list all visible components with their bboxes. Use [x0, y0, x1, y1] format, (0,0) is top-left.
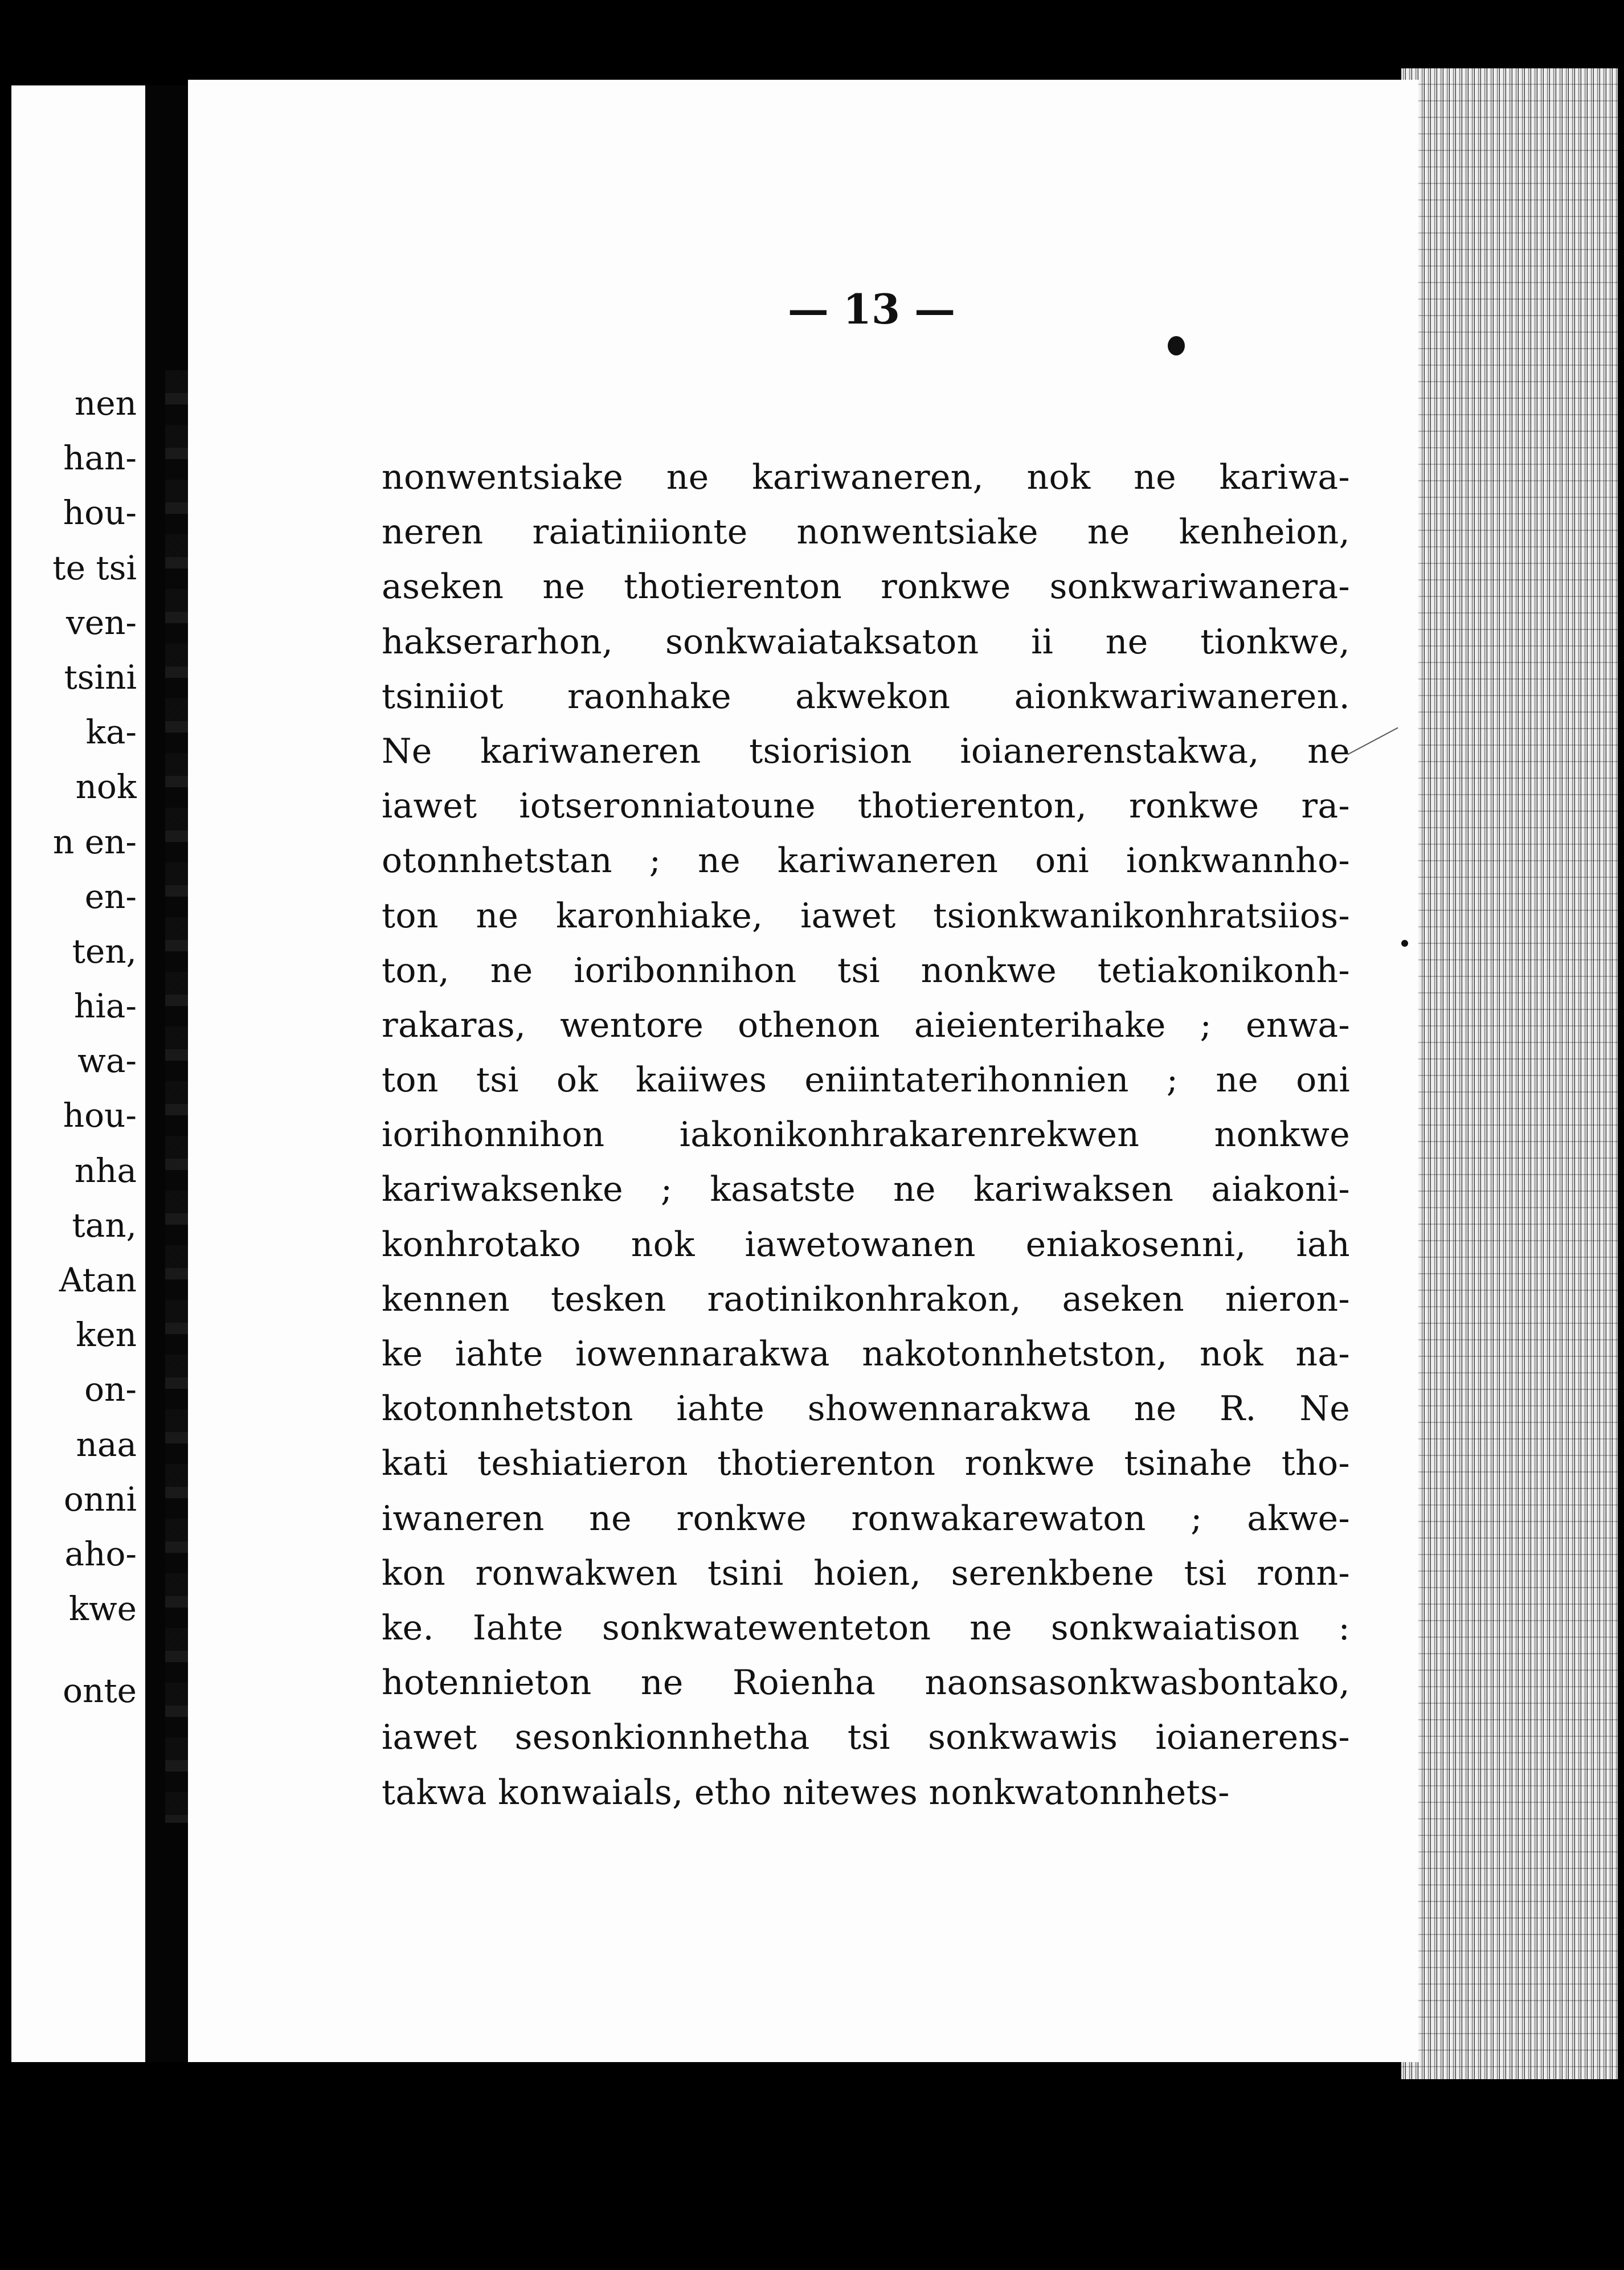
left-line-end: han- [63, 439, 137, 478]
text-line: hotennieton ne Roienha naonsasonkwasbontako, [382, 1663, 1350, 1703]
left-line-end: Atan [59, 1261, 137, 1299]
text-line: iorihonnihon iakonikonhrakarenrekwen nonkwe [382, 1115, 1350, 1155]
text-line: ton ne karonhiake, iawet tsionkwanikonhratsiios- [382, 895, 1350, 936]
left-line-end: tsini [64, 657, 137, 697]
text-line: konhrotako nok iawetowanen eniakosenni, iah [382, 1224, 1350, 1265]
text-line: kariwaksenke ; kasatste ne kariwaksen aiakoni- [382, 1169, 1350, 1210]
left-line-end: naa [76, 1425, 137, 1464]
text-line: ton tsi ok kaiiwes eniintaterihonnien ; ne oni [382, 1060, 1350, 1101]
left-line-end: nok [75, 767, 137, 807]
left-line-end: tan, [72, 1205, 137, 1245]
left-line-end: aho- [64, 1534, 137, 1573]
text-line: hakserarhon, sonkwaiataksaton ii ne tionkwe, [382, 621, 1350, 662]
page-edges-stack [1401, 68, 1618, 2079]
left-page-line-ends [11, 376, 137, 1745]
main-page [188, 80, 1418, 2062]
left-line-end: ven- [66, 603, 137, 642]
text-line: neren raiatiniionte nonwentsiake ne kenheion, [382, 512, 1350, 553]
text-line: aseken ne thotierenton ronkwe sonkwariwanera- [382, 567, 1350, 607]
left-line-end: wa- [77, 1041, 137, 1081]
text-line: kon ronwakwen tsini hoien, serenkbene tsi ronn- [382, 1553, 1350, 1593]
left-line-end: en- [84, 877, 137, 916]
left-line-end: ka- [85, 713, 137, 752]
text-line: ton, ne ioribonnihon tsi nonkwe tetiakonikonh- [382, 950, 1350, 991]
text-line: kotonnhetston iahte showennarakwa ne R. Ne [382, 1389, 1350, 1429]
text-line: otonnhetstan ; ne kariwaneren oni ionkwannho- [382, 841, 1350, 881]
text-line: tsiniiot raonhake akwekon aionkwariwaneren. [382, 676, 1350, 717]
text-line: ke iahte iowennarakwa nakotonnhetston, nok na- [382, 1334, 1350, 1374]
left-line-end: ten, [72, 931, 137, 971]
left-line-end: hou- [63, 1096, 137, 1135]
text-line: iawet sesonkionnhetha tsi sonkwawis ioianerens- [382, 1717, 1350, 1758]
left-line-end: hia- [73, 987, 137, 1026]
text-line: nonwentsiake ne kariwaneren, nok ne kariwa- [382, 457, 1350, 497]
text-line: kati teshiatieron thotierenton ronkwe tsinahe tho- [382, 1443, 1350, 1484]
left-page-fragment [11, 85, 145, 2062]
text-line: Ne kariwaneren tsiorision ioianerenstakwa, ne [382, 731, 1350, 771]
left-line-end: hou- [63, 493, 137, 533]
page-body-text [382, 450, 1350, 1820]
left-line-end: onte [63, 1671, 137, 1711]
page-number: — 13 — [787, 285, 956, 333]
text-line: ke. Iahte sonkwatewenteton ne sonkwaiatison : [382, 1608, 1350, 1648]
text-line: kennen tesken raotinikonhrakon, aseken nieron- [382, 1279, 1350, 1319]
left-line-end: kwe [68, 1589, 137, 1629]
left-line-end: on- [84, 1370, 137, 1409]
left-line-end: ken [76, 1315, 137, 1355]
text-line: iwaneren ne ronkwe ronwakarewaton ; akwe- [382, 1498, 1350, 1539]
left-line-end: nha [74, 1151, 137, 1190]
left-line-end: te tsi [52, 548, 137, 587]
text-line: takwa konwaials, etho nitewes nonkwatonnhets- [382, 1772, 1230, 1813]
left-line-end: nen [74, 384, 137, 423]
ink-blot [1168, 336, 1185, 355]
ink-speck [1401, 940, 1408, 947]
left-line-end: onni [63, 1479, 137, 1519]
paper-scratch [1347, 727, 1398, 755]
left-line-end: n en- [52, 822, 137, 861]
text-line: iawet iotseronniatoune thotierenton, ronkwe ra- [382, 786, 1350, 827]
text-line: rakaras, wentore othenon aieienterihake ; enwa- [382, 1005, 1350, 1045]
